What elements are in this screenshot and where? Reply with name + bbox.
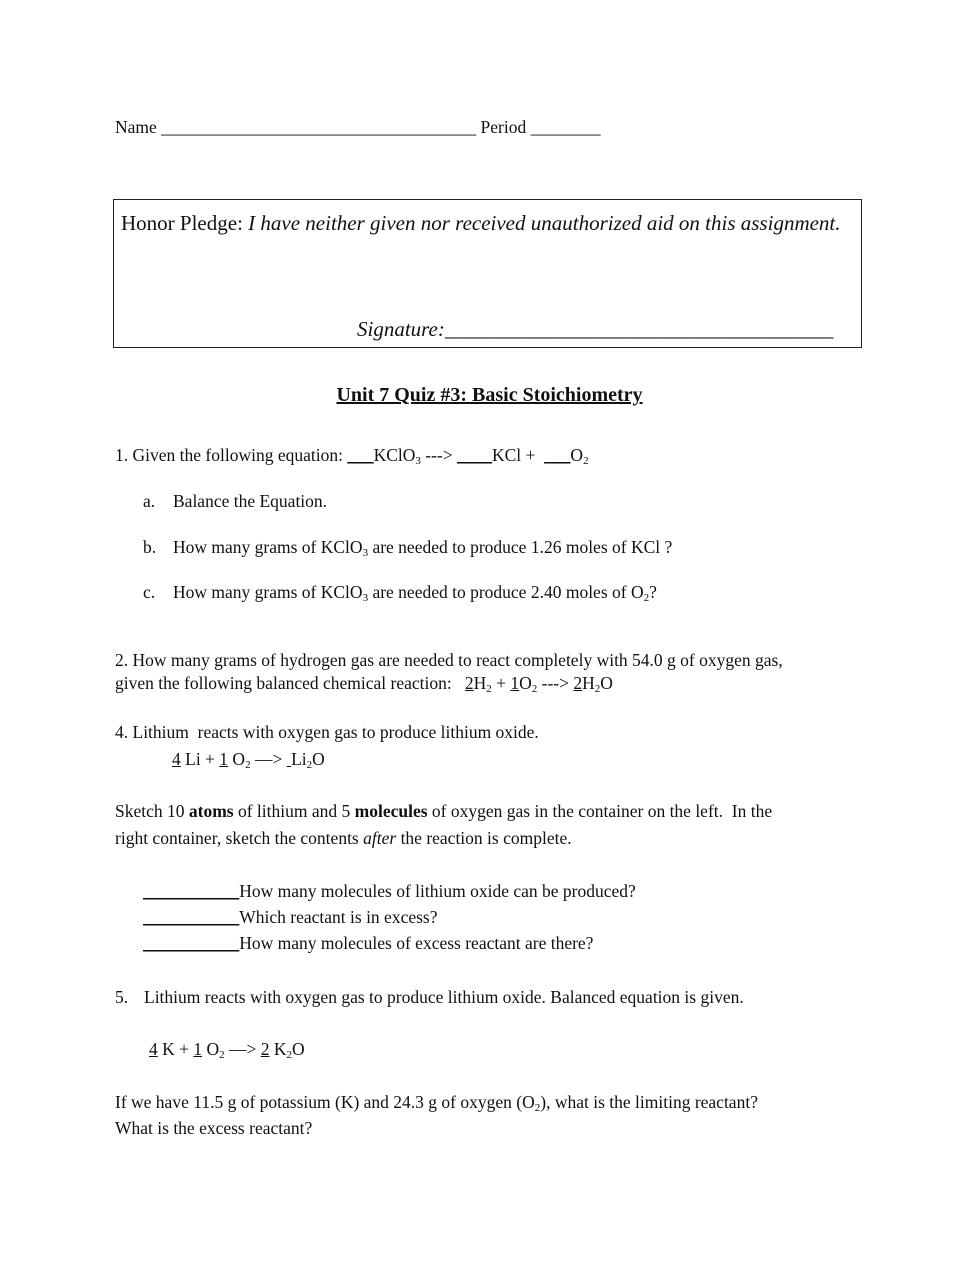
q5-equation: 4 K + 1 $O_2$ —> 2 $K_2O$ [149, 1039, 305, 1061]
q1-part-c: c. How many grams of KClO$_3$ are needed to produce 2.40 moles of $O_2$? [143, 582, 657, 604]
honor-pledge-statement: I have neither given nor received unauthorized aid on this assignment. [248, 211, 841, 235]
honor-pledge-text [121, 210, 851, 236]
signature-line [357, 316, 833, 342]
q4-subquestion-3: ___________How many molecules of excess reactant are there? [143, 933, 594, 953]
q2-line-2: given the following balanced chemical reaction: $2H_2 + 1O_2$ ---> $2H_2O$ [115, 673, 613, 695]
q4-line-1: 4. Lithium reacts with oxygen gas to produce lithium oxide. [115, 722, 539, 742]
q4-sketch-line-1: Sketch 10 atoms of lithium and 5 molecules of oxygen gas in the container on the left. In the [115, 801, 773, 821]
honor-pledge-box [113, 199, 862, 348]
signature-label: Signature: [357, 317, 445, 341]
honor-pledge-label: Honor Pledge: [121, 211, 243, 235]
answer-blank[interactable]: ___________ [143, 907, 240, 927]
q4-subquestion-2: ___________Which reactant is in excess? [143, 907, 438, 927]
q1-blank-1[interactable]: ___ [347, 445, 374, 465]
answer-blank[interactable]: ___________ [143, 881, 240, 901]
name-label: Name [115, 117, 157, 137]
q4-equation: 4 Li + 1 $O_2$ —> $Li_2O$ [172, 749, 325, 771]
q4-sketch-line-2: right container, sketch the contents after the reaction is complete. [115, 828, 572, 848]
q1-equation: 1. Given the following equation: ___KClO$_3$ ---> ____KCl + $\_\_\_O_2$ [115, 445, 589, 467]
q2-line-1: 2. How many grams of hydrogen gas are needed to react completely with 54.0 g of oxygen gas, [115, 650, 783, 670]
name-blank[interactable]: ____________________________________ [161, 117, 477, 137]
period-label: Period [480, 117, 527, 137]
name-line [115, 116, 601, 138]
signature-blank[interactable]: _____________________________________ [444, 317, 834, 341]
q5-line-1: 5. Lithium reacts with oxygen gas to produce lithium oxide. Balanced equation is given. [115, 987, 744, 1007]
answer-blank[interactable]: ___________ [143, 933, 240, 953]
q5-paragraph-line-1: If we have 11.5 g of potassium (K) and 24.3 g of oxygen $(O_2)$, what is the limiting reactant? [115, 1092, 758, 1114]
q1-part-b: b. How many grams of KClO$_3$ are needed to produce 1.26 moles of KCl ? [143, 537, 673, 559]
q5-paragraph-line-2: What is the excess reactant? [115, 1118, 313, 1138]
quiz-title: Unit 7 Quiz #3: Basic Stoichiometry [336, 384, 643, 406]
q1-blank-2[interactable]: ____ [457, 445, 492, 465]
q1-part-a: a. Balance the Equation. [143, 491, 328, 511]
period-blank[interactable]: ________ [530, 117, 601, 137]
q1-blank-3[interactable]: ___ [544, 445, 571, 465]
q4-subquestion-1: ___________How many molecules of lithium oxide can be produced? [143, 881, 636, 901]
